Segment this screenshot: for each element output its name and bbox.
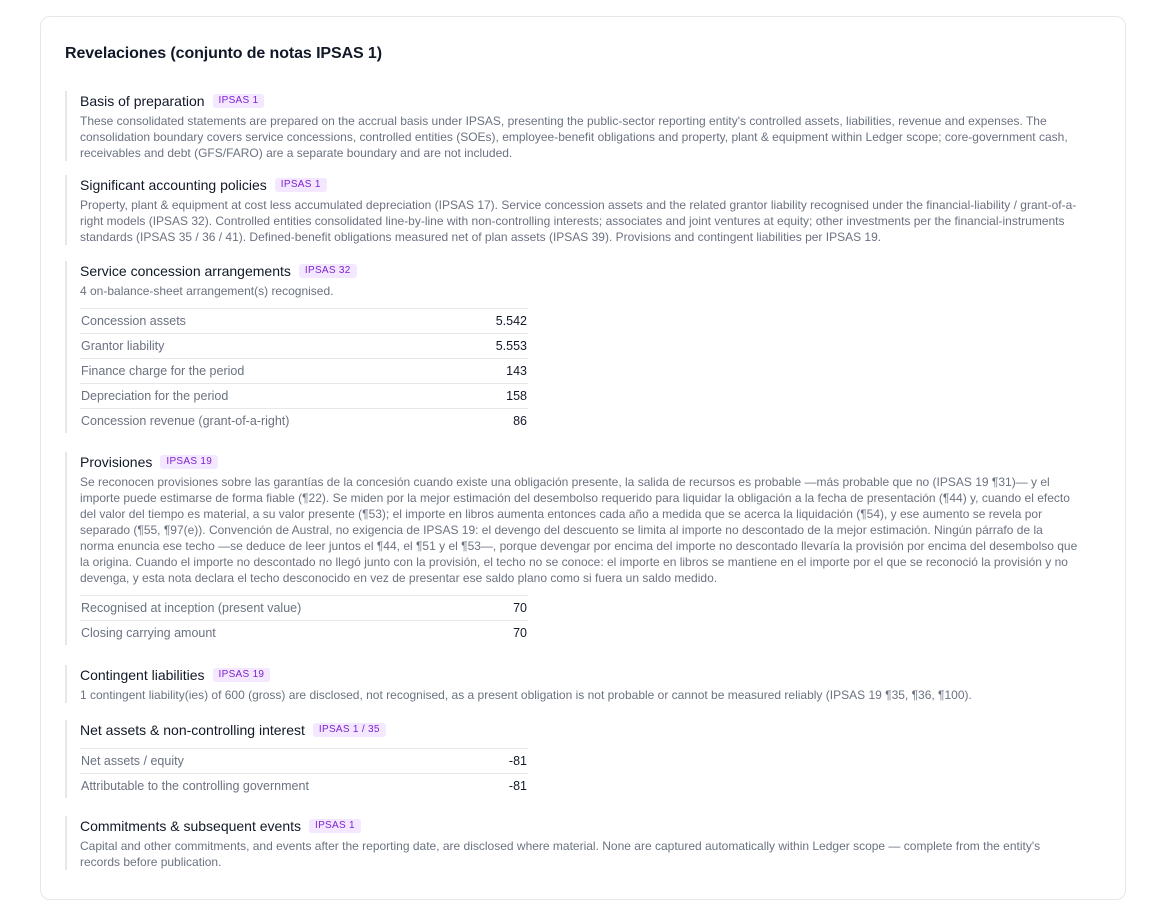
table-row bbox=[80, 596, 528, 621]
standard-tag: IPSAS 19 bbox=[213, 668, 271, 682]
section-header bbox=[80, 261, 1079, 281]
row-label: Attributable to the controlling government bbox=[81, 779, 309, 793]
row-value: 143 bbox=[506, 364, 527, 378]
table-row bbox=[80, 774, 528, 799]
row-value: 158 bbox=[506, 389, 527, 403]
table-row bbox=[80, 749, 528, 774]
row-value: 70 bbox=[513, 626, 527, 640]
concession-table bbox=[80, 308, 528, 433]
row-value: -81 bbox=[508, 779, 527, 793]
standard-tag: IPSAS 1 bbox=[275, 178, 327, 192]
provisions-table bbox=[80, 595, 528, 645]
section-title: Provisiones bbox=[80, 454, 153, 470]
row-value: 5.542 bbox=[495, 314, 527, 328]
section-title: Net assets & non-controlling interest bbox=[80, 722, 305, 738]
row-value: 5.553 bbox=[495, 339, 527, 353]
row-label: Finance charge for the period bbox=[81, 364, 245, 378]
standard-tag: IPSAS 1 bbox=[309, 819, 361, 833]
row-label: Recognised at inception (present value) bbox=[81, 601, 302, 615]
table-row bbox=[80, 384, 528, 409]
net-assets-table bbox=[80, 748, 528, 798]
row-label: Depreciation for the period bbox=[81, 389, 229, 403]
section-header bbox=[80, 452, 1079, 472]
section-body: Property, plant & equipment at cost less accumulated depreciation (IPSAS 17). Service concession assets and the related grantor liability recognised under the financial-liability / grant-of-a-right models (IPSAS 32). Controlled entities consolidated line-by-line with non-controlling interests; associates and joint ventures at equity; other investments per the financial-instruments standards (IPSAS 35 / 36 / 41). Defined-benefit obligations measured net of plan assets (IPSAS 39). Provisions and contingent liabilities per IPSAS 19. bbox=[80, 198, 1077, 244]
row-value: 70 bbox=[513, 601, 527, 615]
standard-tag: IPSAS 32 bbox=[299, 264, 357, 278]
section-header bbox=[80, 91, 1079, 111]
row-label: Closing carrying amount bbox=[81, 626, 216, 640]
section-body: 1 contingent liability(ies) of 600 (gross) are disclosed, not recognised, as a present obligation is not probable or cannot be measured reliably (IPSAS 19 ¶35, ¶36, ¶100). bbox=[80, 688, 972, 702]
section-header bbox=[80, 816, 1079, 836]
row-label: Grantor liability bbox=[81, 339, 165, 353]
table-row bbox=[80, 409, 528, 434]
table-row bbox=[80, 359, 528, 384]
standard-tag: IPSAS 19 bbox=[160, 455, 218, 469]
row-label: Concession revenue (grant-of-a-right) bbox=[81, 414, 290, 428]
section-title: Contingent liabilities bbox=[80, 667, 205, 683]
table-row bbox=[80, 309, 528, 334]
section-title: Service concession arrangements bbox=[80, 263, 291, 279]
section-body: 4 on-balance-sheet arrangement(s) recognised. bbox=[80, 284, 334, 298]
section-provisions bbox=[65, 452, 1079, 645]
section-commitments bbox=[65, 816, 1079, 870]
table-row bbox=[80, 621, 528, 646]
row-value: 86 bbox=[513, 414, 527, 428]
row-value: -81 bbox=[508, 754, 527, 768]
section-header bbox=[80, 720, 1079, 740]
section-title: Basis of preparation bbox=[80, 93, 205, 109]
section-body: Capital and other commitments, and events after the reporting date, are disclosed where material. None are captured automatically within Ledger scope — complete from the entity's records before publication. bbox=[80, 839, 1041, 869]
row-label: Net assets / equity bbox=[81, 754, 184, 768]
section-body: Se reconocen provisiones sobre las garantías de la concesión cuando existe una obligación presente, la salida de recursos es probable —más probable que no (IPSAS 19 ¶31)— y el importe puede estimarse de forma fiable (¶22). Se miden por la mejor estimación del desembolso requerido para liquidar la obligación a la fecha de presentación (¶44) y, cuando el efecto del valor del tiempo es material, a su valor presente (¶53); el importe en libros aumenta entonces cada año a medida que se acerca la liquidación (¶54), y ese aumento se revela por separado (¶55, ¶97(e)). Convención de Austral, no exigencia de IPSAS 19: el devengo del descuento se limita al importe no descontado de la mejor estimación. Ningún párrafo de la norma enuncia ese techo —se deduce de leer juntos el ¶44, el ¶51 y el ¶53—, porque devengar por encima del importe no descontado llevaría la provisión por encima del desembolso que la origina. Cuando el importe no descontado no llegó junto con la provisión, el techo no se conoce: el importe en libros se mantiene en el importe por el que se reconoció la provisión y no devenga, y esta nota declara el techo desconocido en vez de presentar ese saldo plano como si fuera un saldo medido. bbox=[80, 475, 1078, 585]
disclosures-card bbox=[40, 16, 1126, 900]
section-basis-of-preparation bbox=[65, 91, 1079, 161]
row-label: Concession assets bbox=[81, 314, 186, 328]
section-title: Significant accounting policies bbox=[80, 177, 267, 193]
section-body: These consolidated statements are prepared on the accrual basis under IPSAS, presenting the public-sector reporting entity's controlled assets, liabilities, revenue and expenses. The consolidation boundary covers service concessions, controlled entities (SOEs), employee-benefit obligations and property, plant & equipment within Ledger scope; core-government cash, receivables and debt (GFS/FARO) are a separate boundary and are not included. bbox=[80, 114, 1068, 160]
section-service-concessions bbox=[65, 261, 1079, 433]
standard-tag: IPSAS 1 bbox=[213, 94, 265, 108]
section-accounting-policies bbox=[65, 175, 1079, 245]
section-contingent-liabilities bbox=[65, 665, 1079, 703]
standard-tag: IPSAS 1 / 35 bbox=[313, 723, 386, 737]
section-header bbox=[80, 665, 1079, 685]
section-net-assets bbox=[65, 720, 1079, 798]
table-row bbox=[80, 334, 528, 359]
page-title: Revelaciones (conjunto de notas IPSAS 1) bbox=[65, 45, 382, 62]
section-title: Commitments & subsequent events bbox=[80, 818, 301, 834]
section-header bbox=[80, 175, 1079, 195]
